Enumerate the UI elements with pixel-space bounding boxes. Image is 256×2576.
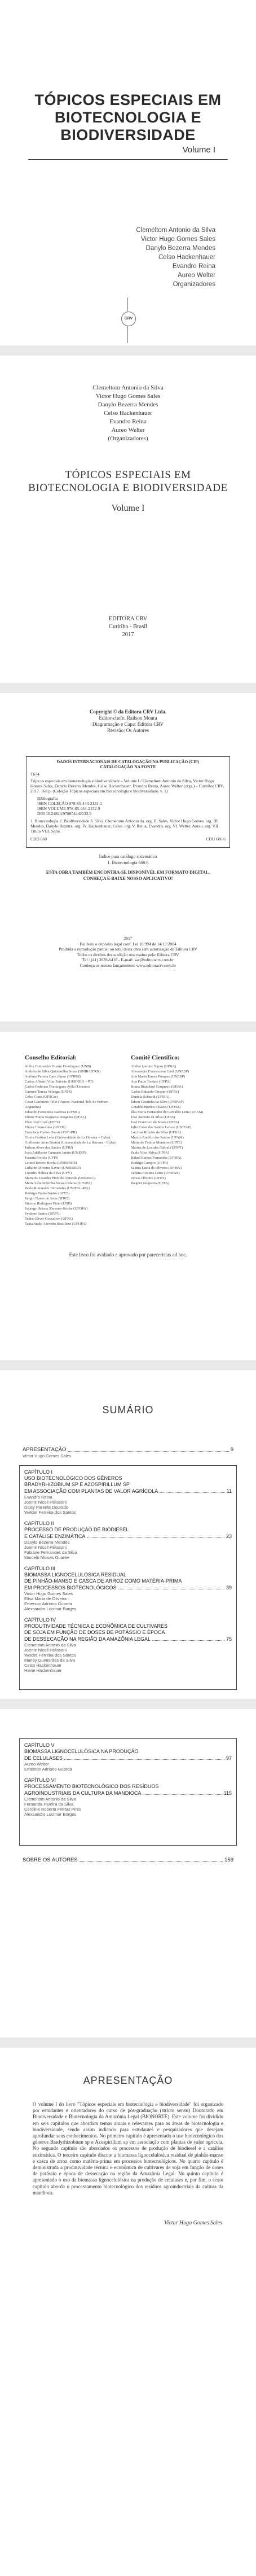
toc-page-number: 39 <box>226 1585 232 1591</box>
toc-chapter-author: Caroline Roberta Freitas Pires <box>24 1807 81 1812</box>
cover-page <box>11 7 245 345</box>
cataloging-code: T674 <box>30 772 39 777</box>
council-member: Maria Lília Imbiriba Sousa Colares (UFOPA) <box>25 1181 92 1185</box>
peer-review-note: Este livro foi avaliado e aprovado por pareceristas ad hoc. <box>69 1252 187 1258</box>
council-member: Rodrigo Campos (UFPA) <box>131 1161 169 1165</box>
council-member: Lourdes Helena da Silva (UFV) <box>25 1171 72 1175</box>
council-member: Sandra Lúcia de Oliveira (UFMA) <box>131 1166 182 1170</box>
toc-chapter-author: Welder Ferreira dos Santos <box>24 1510 76 1515</box>
toc-chapter[interactable] <box>24 1742 232 1772</box>
toc-chapter-list-b <box>20 1739 236 1826</box>
title-page-organizers: Clemeltom Antonio da Silva Victor Hugo Gomes Sales Danylo Bezerra Mendes Celso Hackenhauer Evandro Reina Aureo Welter (Organizadores) <box>92 384 164 442</box>
council-member: Teresa Oliveira (UFPA) <box>131 1176 166 1180</box>
toc-chapter-number: CAPÍTULO IV <box>24 1617 56 1623</box>
editorial-council-heading: Conselho Editorial: <box>25 1054 77 1061</box>
toc-chapter-number: CAPÍTULO VI <box>24 1777 56 1783</box>
toc-page-number: 75 <box>226 1636 232 1642</box>
council-member: Geraldo Martins Chaves (UFMA) <box>131 1105 181 1109</box>
toc-chapter-author: Daisy Parente Dourado <box>24 1505 68 1510</box>
digital-notice: ESTA OBRA TAMBÉM ENCONTRA-SE DISPONÍVEL EM FORMATO DIGITAL. CONHEÇA E BAIXE NOSSO APLICATIVO! <box>46 870 210 881</box>
toc-title: SUMÁRIO <box>102 1404 154 1416</box>
cataloging-classes: CDD 660 CDU 606.6 <box>30 836 226 842</box>
council-member: Jailson Alves dos Santos (UFRJ) <box>25 1146 73 1150</box>
toc-chapter-author: Hiene Hackenhauer <box>24 1668 62 1673</box>
page-gap <box>0 345 256 356</box>
toc-chapter-title: PROCESSO DE PRODUÇÃO DE BIODIESEL <box>24 1527 129 1532</box>
council-member: Antônio Pereira Gaio Júnior (UFRRJ) <box>25 1075 81 1079</box>
apresentacao-page <box>11 2048 245 2262</box>
council-member: Daniela Schmidt (UFMA) <box>131 1095 170 1099</box>
toc-chapter-author: Alexsandro Lucimar Borges <box>24 1812 77 1817</box>
apresentacao-signature: Victor Hugo Gomes Sales <box>164 2220 222 2226</box>
toc-chapter-author: Joemir Nicoll Pelissoni <box>24 1648 67 1653</box>
cover-volume: Volume I <box>182 145 215 155</box>
council-member: Cesar Gerónimo Tello (Univer. Nacional Três de Febrero – Argentina) <box>25 1100 112 1109</box>
toc-chapter-author: Emerson Adriano Guarda <box>24 1767 72 1772</box>
council-member: Rafael Ramos Fernandes (UFMA) <box>131 1156 182 1160</box>
toc-chapter-title: DE CELULASES 97 <box>24 1755 232 1761</box>
council-member: Paulo Romualdo Hernandes (UNIFAL-MG) <box>25 1186 90 1190</box>
council-member: José Francisco de Souza (UFPA) <box>131 1120 179 1124</box>
copyright-page <box>11 693 245 1022</box>
toc-chapter[interactable] <box>24 1566 232 1611</box>
toc-chapter-author: Fernanda Pereira da Silva <box>24 1802 74 1807</box>
council-member: Maria de Lourdes Pinto de Almeida (UNOESC) <box>25 1176 95 1180</box>
toc-chapter-title: EM PROCESSOS BIOTECNOLÓGICOS 39 <box>24 1585 232 1591</box>
council-member: Aldira Guimarães Duarte Domínguez (UNB) <box>25 1064 91 1068</box>
toc-chapter-title: PRODUTIVIDADE TÉCNICA E ECONÔMICA DE CULTIVARES <box>24 1623 168 1629</box>
page-gap <box>0 2038 256 2048</box>
toc-chapter-title: DE PINHÃO-MANSO E CASCA DE ARROZ COMO MATÉRIA-PRIMA <box>24 1578 182 1584</box>
council-member: Edson Coutinho da Silva (UNIFAP) <box>131 1100 184 1104</box>
page-gap <box>0 683 256 693</box>
council-member: Rodrigo Pratte-Santos (UFES) <box>25 1191 70 1195</box>
toc-chapter-list-a <box>20 1466 236 1682</box>
toc-chapter-author: Marley Guimarães da Silva <box>24 1658 76 1663</box>
toc-chapter-title: BRADYRHIZOBIUM SP E AZOSPIRILLUM SP <box>24 1482 130 1487</box>
council-member: Ilka Maria Fernandes de Carvalho Lima (UFAM) <box>131 1110 204 1114</box>
council-member: Élsio José Corá (UFFS) <box>25 1120 60 1124</box>
page-gap <box>0 1022 256 1032</box>
council-member: Carlos Federico Dominguez Avila (Unieuro) <box>25 1085 90 1089</box>
council-member: Carlos Alberto Vilar Estêvão (UMINHO – PT) <box>25 1080 94 1084</box>
cover-title: TÓPICOS ESPECIAIS EM BIOTECNOLOGIA E BIODIVERSIDADE <box>34 91 222 143</box>
toc-box-part-2 <box>19 1738 237 1846</box>
cataloging-isbn: Bibliografia ISBN COLEÇÃO 978-85-444-2131-2 ISBN VOLUME 978-85-444-2132-9 DOI 10.24824/978854442132.9 <box>37 796 102 816</box>
toc-sobre-autores[interactable]: SOBRE OS AUTORES 159 <box>23 1857 233 1863</box>
toc-page-number: 11 <box>226 1488 232 1494</box>
council-member: Tatiana Cristina Leme (UNIFAP) <box>131 1171 180 1175</box>
council-member: Lídia de Oliveira Xavier (UNIEURO) <box>25 1166 81 1170</box>
toc-chapter-title: BIOMASSA LIGNOCELULÓSICA RESIDUAL <box>24 1572 127 1578</box>
council-member: Carmen Tereza Velanga (UNIR) <box>25 1090 72 1094</box>
council-member: Alessandra Francesconi Gatti (UNESP) <box>131 1070 189 1074</box>
council-member: Elizeu Clementino (UNEB) <box>25 1125 66 1129</box>
apresentacao-title: APRESENTAÇÃO <box>83 2075 173 2086</box>
toc-chapter-author: Welder Ferreira dos Santos <box>24 1653 76 1658</box>
cover-divider <box>28 159 228 160</box>
council-page <box>11 1032 245 1360</box>
apresentacao-body: O volume I do livro "Tópicos especiais em biotecnologia e biodiversidade" foi organizado por estudantes e orientadores do curso de pós-graduação (stricto sensu) Doutorado em Biodiversidade e Biotecnologia da Amazônia Legal (BIONORTE). Este volume foi dividido em seis capítulos que abordam temas atuais e relevantes para as áreas de biotecnologia e biodiversidade, sendo assim indicado para estudantes e pesquisadores que desejam aprofundar seus conhecimentos. No primeiro capítulo é apresentado o uso biotecnológico dos gêneros Bradyrhizobium sp e Azospirillum sp em associação com plantas de valor agrícola. No segundo capítulo são abordados os processos de produção de biodiesel e a catálise enzimática. O terceiro capítulo discute a biomassa lignocelulósica residual de pinhão-manso e casca de arroz como matéria-prima em processos biotecnológicos. No quarto capítulo é demonstrada a produtividade técnica e econômica de cultivares de soja em função de doses de potássio e época de dessecação na região da Amazônia Legal. No quinto capítulo é apresentado o uso da biomassa lignocelulósica na produção de celulases e, por fim, o sexto capítulo aborda o processamento biotecnológico dos resíduos agroindustriais da cultura da mandioca. <box>33 2101 223 2196</box>
logo-line-top <box>127 297 128 311</box>
toc-chapter-author: Joemir Nicoll Pelissoni <box>24 1500 67 1505</box>
toc-chapter-title: USO BIOTECNOLÓGICO DOS GÊNEROS <box>24 1475 122 1481</box>
council-member: Sydione Santos (UEPG) <box>25 1212 61 1216</box>
toc-chapter-title: EM ASSOCIAÇÃO COM PLANTAS DE VALOR AGRÍCOLA 11 <box>24 1488 232 1494</box>
title-page <box>11 356 245 683</box>
cataloging-body: Tópicos especiais em biotecnologia e biodiversidade – Volume I / Clemeltom Antonio da Silva, Victor Hugo Gomes Sales, Danylo Bezerra Mendes, Celso Hackenhauer, Evandro Reina, Aureo Welter (orgs.) – Curitiba: CRV, 2017. 168 p. (Coleção Tópicos especiais em biotecnologia e biodiversidade, v. 1) <box>30 778 224 794</box>
toc-chapter-author: Clemeltom Antonio da Silva <box>24 1642 76 1648</box>
toc-chapter-author: Fabiane Fernandes da Silva <box>24 1550 77 1555</box>
council-member: Marina de Lourdes Cabral (UFMT) <box>131 1146 183 1150</box>
cataloging-title: DADOS INTERNACIONAIS DE CATALOGAÇÃO NA PUBLICAÇÃO (CIP) CATALOGAÇÃO NA FONTE <box>56 759 200 769</box>
council-member: Marcio Aurélio dos Santos (UFAM) <box>131 1136 184 1140</box>
toc-chapter[interactable] <box>24 1777 232 1817</box>
council-member: Eduardo Fernandes Barbosa (UFMG) <box>25 1110 81 1114</box>
council-member: João Adalberto Campato Junior (UNESP) <box>25 1151 86 1155</box>
toc-chapter-author: Joemir Nicoll Pelissoni <box>24 1545 67 1550</box>
toc-chapter-author: Victor Hugo Gomes Sales <box>24 1591 73 1596</box>
toc-chapter[interactable] <box>24 1521 232 1560</box>
toc-page-number: 97 <box>226 1755 232 1761</box>
council-member: Paulo Vitor Paiva (UFPA) <box>131 1151 169 1155</box>
copyright-header: Copyright © da Editora CRV Ltda. Editor-chefe: Railson Moura Diagramação e Capa: Editora CRV Revisão: Os Autores <box>89 709 167 733</box>
council-member: Lucimar Ribeiro da Silva (UFRA) <box>131 1131 182 1134</box>
council-member: Tania Suely Azevedo Brasileiro (UFOPA) <box>25 1222 87 1226</box>
council-member: Maria de Fátima Monteiro (UFPE) <box>131 1141 182 1145</box>
toc-page-1 <box>11 1370 245 1699</box>
toc-chapter-title: DE SOJA EM FUNÇÃO DE DOSES DE POTÁSSIO E ÉPOCA <box>24 1629 165 1635</box>
toc-chapter-title: DE DESSECAÇÃO NA REGIÃO DA AMAZÔNIA LEGAL 75 <box>24 1636 232 1642</box>
toc-apresentacao[interactable]: APRESENTAÇÃO 9 Victor Hugo Gomes Sales <box>23 1447 233 1458</box>
toc-chapter[interactable] <box>24 1469 232 1515</box>
council-member: Josania Portela (UFPI) <box>25 1156 59 1160</box>
page-gap <box>0 1699 256 1709</box>
council-member: Elione Maria Nogueira Diogenes (UFAL) <box>25 1115 86 1119</box>
title-page-publisher: EDITORA CRV Curitiba - Brasil 2017 <box>108 616 148 638</box>
title-page-title: TÓPICOS ESPECIAIS EM BIOTECNOLOGIA E BIODIVERSIDADE <box>28 469 228 494</box>
scientific-committee-heading: Comitê Científico: <box>131 1054 180 1061</box>
scientific-committee <box>131 1054 229 1186</box>
toc-chapter-title: PROCESSAMENTO BIOTECNOLÓGICO DOS RESÍDUOS <box>24 1784 159 1789</box>
cover-organizers: Cleméltom Antonio da Silva Victor Hugo Gomes Sales Danylo Bezerra Mendes Celso Hackenhauer Evandro Reina Aureo Welter Organizadores <box>136 227 215 288</box>
council-member: Julio Cesar dos Santos Lemos (UNIFAP) <box>131 1125 191 1129</box>
editorial-council <box>25 1054 123 1226</box>
cataloging-keywords: 1. Biotecnologia 2. Biodiversidade 3. Silva, Clemeltom Antonio da. org. II. Sales, Victor Hugo Gomes. org. III. Mendes, Danylo Bezerra. org. IV. Hackenhauer, Celso. org. V. Reina, Evandro. org. VI. Welter, Aureo. org. VII. Título VIII. Série. <box>30 818 219 834</box>
toc-chapter-title: AGROINDUSTRIAIS DA CULTURA DA MANDIOCA 115 <box>24 1790 232 1796</box>
toc-box-part-1 <box>19 1465 237 1690</box>
toc-chapter-author: Clemeltom Antonio da Silva <box>24 1797 76 1802</box>
council-member: Leonel Severo Rocha (UNISINOS) <box>25 1161 77 1165</box>
toc-chapter-author: Marcelo Moisés Ouante <box>24 1555 69 1560</box>
toc-chapter-number: CAPÍTULO III <box>24 1566 56 1571</box>
council-member: Tadeu Oliver Gonçalves (UFPA) <box>25 1217 73 1221</box>
council-member: Sérgio Nunes de Jesus (IFRO) <box>25 1197 69 1201</box>
toc-chapter-number: CAPÍTULO II <box>24 1521 54 1526</box>
council-member: Abdou Lamine Ngom (UFRA) <box>131 1064 176 1068</box>
scientific-committee-list <box>131 1064 229 1186</box>
toc-chapter-number: CAPÍTULO V <box>24 1742 55 1748</box>
toc-chapter-author: Emerson Adriano Guarda <box>24 1601 72 1606</box>
toc-chapter-number: CAPÍTULO I <box>24 1469 53 1475</box>
council-member: Guillermo Arias Beatón (Universidade de La Havana – Cuba) <box>25 1141 116 1145</box>
toc-chapter[interactable] <box>24 1617 232 1673</box>
council-member: Solange Helena Ximenes-Rocha (UFOPA) <box>25 1207 88 1211</box>
council-member: Andréia da Silva Quintanilha Sousa (UNIR/UFRN) <box>25 1070 101 1074</box>
toc-chapter-author: Evandro Reina <box>24 1495 52 1500</box>
title-page-volume: Volume I <box>111 503 145 513</box>
page-gap <box>0 1360 256 1370</box>
logo-line-bottom <box>127 326 128 343</box>
legal-deposit: 2017 Foi feito o depósito legal conf. Lei 10.994 de 14/12/2004 Proibida a reprodução parcial ou total desta obra sem autorização da Editora CRV Todos os direitos desta edição reservados pela: Editora CRV Tel.: (41) 3039-6418 - E-mail: sac@editoracrv.com.br Conheça os nossos lançamentos: www.editoracrv.com.br <box>59 936 197 968</box>
council-member: Francisco Carlos Duarte (PUC-PR) <box>25 1131 77 1134</box>
council-member: Ana Maria Tereza Pompeo (UNESP) <box>131 1075 186 1079</box>
council-member: José Antonio da Silva (UFPA) <box>131 1115 175 1119</box>
council-member: Celso Conti (UFSCar) <box>25 1095 58 1099</box>
council-member: Bruna Bianchini Cerqueira (UEPA) <box>131 1085 183 1089</box>
toc-chapter-author: Danylo Bezerra Mendes <box>24 1540 70 1545</box>
toc-chapter-author: Celso Hackenhauer <box>24 1663 61 1668</box>
toc-page-2 <box>11 1709 245 2038</box>
publisher-logo: CRV <box>121 312 136 326</box>
council-member: Wagner Nogueira (UFPA) <box>131 1181 169 1185</box>
council-member: Simone Rodrigues Pinto (UNB) <box>25 1202 72 1206</box>
toc-page-number: 115 <box>223 1790 232 1796</box>
editorial-council-list <box>25 1064 123 1226</box>
catalog-index: Índice para catálogo sistemático 1. Biotecnologia 660.6 <box>99 854 157 865</box>
cataloging-box <box>26 756 230 848</box>
toc-chapter-author: Elisa Maria de Oliveira <box>24 1596 67 1601</box>
council-member: Carlos Eduardo Crispim (UFPA) <box>131 1090 179 1094</box>
council-member: Gloria Fariñas León (Universidade de La Havana – Cuba) <box>25 1136 110 1140</box>
toc-chapter-author: Aureo Welter <box>24 1762 49 1767</box>
toc-chapter-author: Alexsandro Lucimar Borges <box>24 1606 77 1611</box>
toc-page-number: 23 <box>226 1534 232 1539</box>
council-member: Ana Paula Tordato (UFPA) <box>131 1080 171 1084</box>
toc-chapter-title: E CATÁLISE ENZIMÁTICA 23 <box>24 1534 232 1539</box>
toc-chapter-title: BIOMASSA LIGNOCELULÓSICA NA PRODUÇÃO <box>24 1749 139 1754</box>
